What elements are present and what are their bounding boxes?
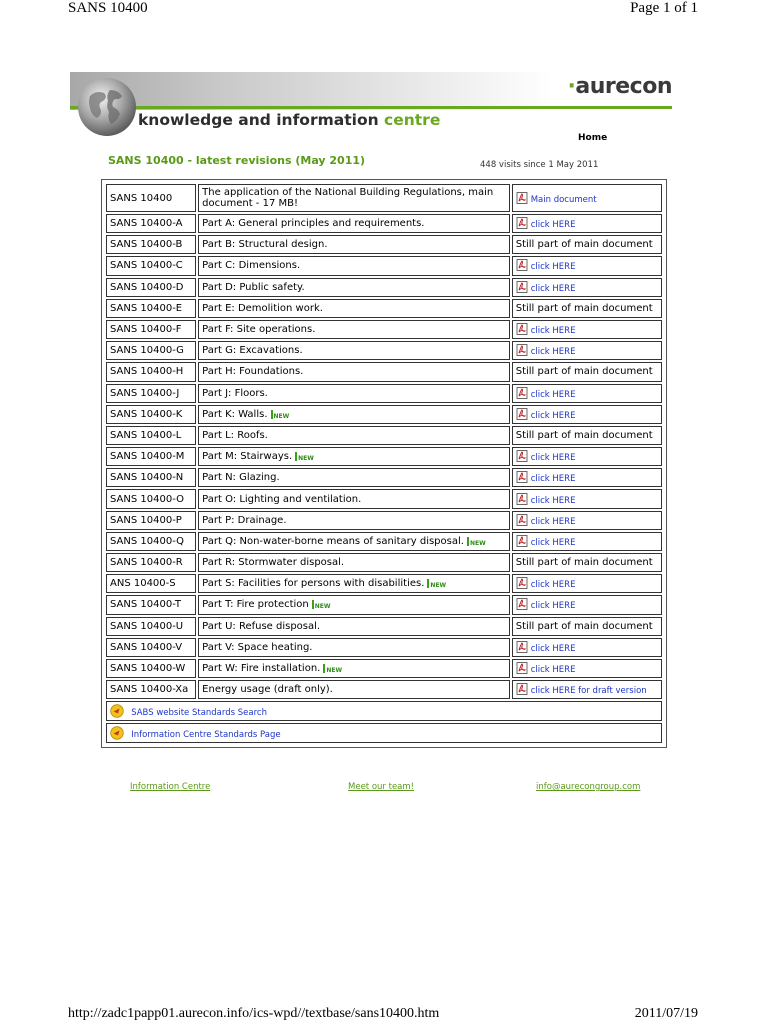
document-link-cell xyxy=(512,574,662,593)
document-link-cell xyxy=(512,638,662,657)
description-text: Energy usage (draft only). xyxy=(202,684,333,696)
standard-description xyxy=(198,659,510,678)
document-link-cell xyxy=(512,595,662,614)
standard-description xyxy=(198,384,510,403)
description-text: Part W: Fire installation. xyxy=(202,663,321,675)
description-text: Part L: Roofs. xyxy=(202,429,268,441)
standard-description xyxy=(198,299,510,318)
standard-code: SANS 10400-C xyxy=(106,256,196,275)
table-row xyxy=(106,511,662,530)
standard-description xyxy=(198,468,510,487)
standard-description xyxy=(198,426,510,445)
document-link-cell xyxy=(512,362,662,381)
standard-code: SANS 10400-M xyxy=(106,447,196,466)
pdf-download-link[interactable]: click HERE xyxy=(530,283,576,294)
info-centre-standards-link[interactable]: Information Centre Standards Page xyxy=(131,730,281,741)
document-link-cell xyxy=(512,235,662,254)
visit-counter: 448 visits since 1 May 2011 xyxy=(480,160,599,170)
table-row xyxy=(106,489,662,508)
pdf-icon xyxy=(516,598,528,610)
document-link-cell xyxy=(512,553,662,572)
table-row xyxy=(106,235,662,254)
standard-code: SANS 10400-V xyxy=(106,638,196,657)
pdf-icon xyxy=(516,641,528,653)
document-link-cell xyxy=(512,426,662,445)
pdf-icon xyxy=(516,323,528,335)
new-badge-icon xyxy=(312,600,331,610)
document-link-cell xyxy=(512,320,662,339)
print-date: 2011/07/19 xyxy=(634,1006,698,1021)
document-link-cell xyxy=(512,214,662,233)
arrow-link-icon xyxy=(110,704,124,718)
standard-description xyxy=(198,184,510,212)
standard-code: SANS 10400-U xyxy=(106,617,196,636)
document-link-cell xyxy=(512,299,662,318)
pdf-icon xyxy=(516,387,528,399)
status-text: Still part of main document xyxy=(515,239,653,251)
description-text: Part H: Foundations. xyxy=(202,366,304,378)
table-row xyxy=(106,362,662,381)
table-row xyxy=(106,468,662,487)
new-badge-bar xyxy=(271,410,273,419)
table-row xyxy=(106,617,662,636)
new-badge-bar xyxy=(312,600,314,609)
sabs-standards-search-link[interactable]: SABS website Standards Search xyxy=(131,708,267,719)
document-link-cell xyxy=(512,278,662,297)
globe-icon xyxy=(76,76,138,138)
table-row xyxy=(106,341,662,360)
status-text: Still part of main document xyxy=(515,620,653,632)
external-link-row xyxy=(106,701,662,721)
standard-code: SANS 10400-Q xyxy=(106,532,196,551)
pdf-download-link[interactable]: click HERE xyxy=(530,643,576,654)
description-text: Part J: Floors. xyxy=(202,387,268,399)
standard-code: SANS 10400-K xyxy=(106,405,196,424)
pdf-download-link[interactable]: click HERE xyxy=(530,516,576,527)
table-row xyxy=(106,638,662,657)
pdf-icon xyxy=(516,493,528,505)
standard-description xyxy=(198,532,510,551)
new-badge-bar xyxy=(467,537,469,546)
standard-description xyxy=(198,256,510,275)
banner-title: knowledge and information centre xyxy=(138,111,441,129)
standard-code: SANS 10400-L xyxy=(106,426,196,445)
standard-code: SANS 10400-T xyxy=(106,595,196,614)
table-row xyxy=(106,320,662,339)
standard-code: SANS 10400-P xyxy=(106,511,196,530)
standard-description xyxy=(198,489,510,508)
pdf-download-link[interactable]: click HERE xyxy=(530,580,576,591)
description-text: Part C: Dimensions. xyxy=(202,260,301,272)
new-badge-label: NEW xyxy=(469,539,486,547)
standard-code: ANS 10400-S xyxy=(106,574,196,593)
new-badge-label: NEW xyxy=(298,455,314,463)
status-text: Still part of main document xyxy=(515,429,653,441)
description-text: Part P: Drainage. xyxy=(202,514,287,526)
standard-code: SANS 10400-W xyxy=(106,659,196,678)
new-badge-label: NEW xyxy=(273,412,290,420)
external-link-row xyxy=(106,723,662,743)
pdf-download-link[interactable]: click HERE xyxy=(530,220,576,231)
pdf-download-link[interactable]: click HERE xyxy=(530,326,576,337)
description-text: Part B: Structural design. xyxy=(202,239,328,251)
standard-description xyxy=(198,235,510,254)
aurecon-logo: ·aurecon xyxy=(567,74,672,99)
description-text: Part T: Fire protection xyxy=(202,599,309,611)
pdf-icon xyxy=(516,192,528,204)
table-row xyxy=(106,574,662,593)
footer-meet-team-link[interactable]: Meet our team! xyxy=(348,782,415,792)
pdf-download-link[interactable]: click HERE xyxy=(530,347,576,358)
new-badge-icon xyxy=(323,664,342,674)
description-text: Part U: Refuse disposal. xyxy=(202,620,321,632)
pdf-download-link[interactable]: click HERE for draft version xyxy=(530,686,647,697)
document-link-cell xyxy=(512,489,662,508)
standard-description xyxy=(198,214,510,233)
print-page-title: SANS 10400 xyxy=(68,0,148,16)
home-link[interactable]: Home xyxy=(578,133,608,143)
description-text: Part E: Demolition work. xyxy=(202,302,323,314)
standard-code: SANS 10400-R xyxy=(106,553,196,572)
pdf-icon xyxy=(516,471,528,483)
standard-code: SANS 10400-E xyxy=(106,299,196,318)
pdf-download-link[interactable]: click HERE xyxy=(530,453,576,464)
status-text: Still part of main document xyxy=(515,302,653,314)
pdf-icon xyxy=(516,259,528,271)
new-badge-label: NEW xyxy=(326,667,343,675)
pdf-download-link[interactable]: click HERE xyxy=(530,537,576,548)
description-text: Part K: Walls. xyxy=(202,408,268,420)
description-text: Part Q: Non-water-borne means of sanitary disposal. xyxy=(202,535,464,547)
standard-code: SANS 10400-A xyxy=(106,214,196,233)
table-row xyxy=(106,595,662,614)
description-text: Part G: Excavations. xyxy=(202,345,303,357)
pdf-download-link[interactable]: click HERE xyxy=(530,262,576,273)
pdf-icon xyxy=(516,662,528,674)
table-row xyxy=(106,184,662,212)
new-badge-label: NEW xyxy=(430,582,447,590)
pdf-download-link[interactable]: click HERE xyxy=(530,495,576,506)
print-page-number: Page 1 of 1 xyxy=(630,0,698,16)
pdf-download-link[interactable]: click HERE xyxy=(530,474,576,485)
standard-description xyxy=(198,511,510,530)
new-badge-icon xyxy=(295,452,314,462)
standard-code: SANS 10400 xyxy=(106,184,196,212)
table-row xyxy=(106,426,662,445)
pdf-icon xyxy=(516,514,528,526)
banner-green-line xyxy=(70,106,672,109)
standard-description xyxy=(198,341,510,360)
standard-description xyxy=(198,362,510,381)
description-text: Part S: Facilities for persons with disabilities. xyxy=(202,578,425,590)
document-link-cell xyxy=(512,405,662,424)
new-badge-icon xyxy=(467,537,486,547)
standard-code: SANS 10400-D xyxy=(106,278,196,297)
table-row xyxy=(106,532,662,551)
pdf-download-link[interactable]: click HERE xyxy=(530,389,576,400)
standard-description xyxy=(198,447,510,466)
arrow-link-icon xyxy=(110,726,124,740)
standard-description xyxy=(198,574,510,593)
new-badge-icon xyxy=(427,579,446,589)
table-row xyxy=(106,553,662,572)
description-text: Part O: Lighting and ventilation. xyxy=(202,493,362,505)
standard-description xyxy=(198,320,510,339)
document-link-cell xyxy=(512,532,662,551)
page-heading: SANS 10400 - latest revisions (May 2011) xyxy=(108,154,366,167)
pdf-download-link[interactable]: click HERE xyxy=(530,410,576,421)
standard-description xyxy=(198,617,510,636)
document-link-cell xyxy=(512,617,662,636)
new-badge-icon xyxy=(271,410,290,420)
standard-description xyxy=(198,595,510,614)
pdf-icon xyxy=(516,408,528,420)
standard-description xyxy=(198,278,510,297)
description-text: Part F: Site operations. xyxy=(202,324,316,336)
standard-description xyxy=(198,638,510,657)
footer-information-centre-link[interactable]: Information Centre xyxy=(130,782,211,792)
pdf-download-link[interactable]: Main document xyxy=(530,194,597,205)
description-text: Part V: Space heating. xyxy=(202,641,313,653)
description-text: Part M: Stairways. xyxy=(202,451,293,463)
standard-code: SANS 10400-Xa xyxy=(106,680,196,699)
pdf-icon xyxy=(516,217,528,229)
table-row xyxy=(106,659,662,678)
standards-table xyxy=(101,179,667,748)
document-link-cell xyxy=(512,511,662,530)
standard-code: SANS 10400-B xyxy=(106,235,196,254)
document-link-cell xyxy=(512,184,662,212)
new-badge-bar xyxy=(295,452,297,461)
standard-description xyxy=(198,405,510,424)
description-text: Part A: General principles and requirements. xyxy=(202,218,425,230)
pdf-icon xyxy=(516,281,528,293)
standard-code: SANS 10400-O xyxy=(106,489,196,508)
table-row xyxy=(106,299,662,318)
table-row xyxy=(106,405,662,424)
banner xyxy=(70,72,672,142)
pdf-icon xyxy=(516,450,528,462)
description-text: The application of the National Building Regulations, main document - 17 MB! xyxy=(202,187,494,209)
pdf-download-link[interactable]: click HERE xyxy=(530,601,576,612)
table-row xyxy=(106,278,662,297)
description-text: Part D: Public safety. xyxy=(202,281,305,293)
status-text: Still part of main document xyxy=(515,366,653,378)
document-link-cell xyxy=(512,468,662,487)
document-link-cell xyxy=(512,256,662,275)
table-row xyxy=(106,256,662,275)
standard-code: SANS 10400-N xyxy=(106,468,196,487)
status-text: Still part of main document xyxy=(515,557,653,569)
pdf-download-link[interactable]: click HERE xyxy=(530,665,576,676)
document-link-cell xyxy=(512,659,662,678)
table-row xyxy=(106,214,662,233)
description-text: Part N: Glazing. xyxy=(202,472,280,484)
standard-code: SANS 10400-H xyxy=(106,362,196,381)
standard-code: SANS 10400-F xyxy=(106,320,196,339)
description-text: Part R: Stormwater disposal. xyxy=(202,557,345,569)
document-link-cell xyxy=(512,447,662,466)
new-badge-label: NEW xyxy=(314,603,331,611)
pdf-icon xyxy=(516,577,528,589)
document-link-cell xyxy=(512,341,662,360)
print-url: http://zadc1papp01.aurecon.info/ics-wpd//textbase/sans10400.htm xyxy=(68,1006,440,1021)
footer-email-link[interactable]: info@aurecongroup.com xyxy=(536,782,641,792)
table-row xyxy=(106,447,662,466)
pdf-icon xyxy=(516,683,528,695)
standard-code: SANS 10400-G xyxy=(106,341,196,360)
standard-description xyxy=(198,680,510,699)
pdf-icon xyxy=(516,535,528,547)
standard-description xyxy=(198,553,510,572)
document-link-cell xyxy=(512,384,662,403)
document-link-cell xyxy=(512,680,662,699)
table-row xyxy=(106,384,662,403)
table-row xyxy=(106,680,662,699)
pdf-icon xyxy=(516,344,528,356)
standard-code: SANS 10400-J xyxy=(106,384,196,403)
